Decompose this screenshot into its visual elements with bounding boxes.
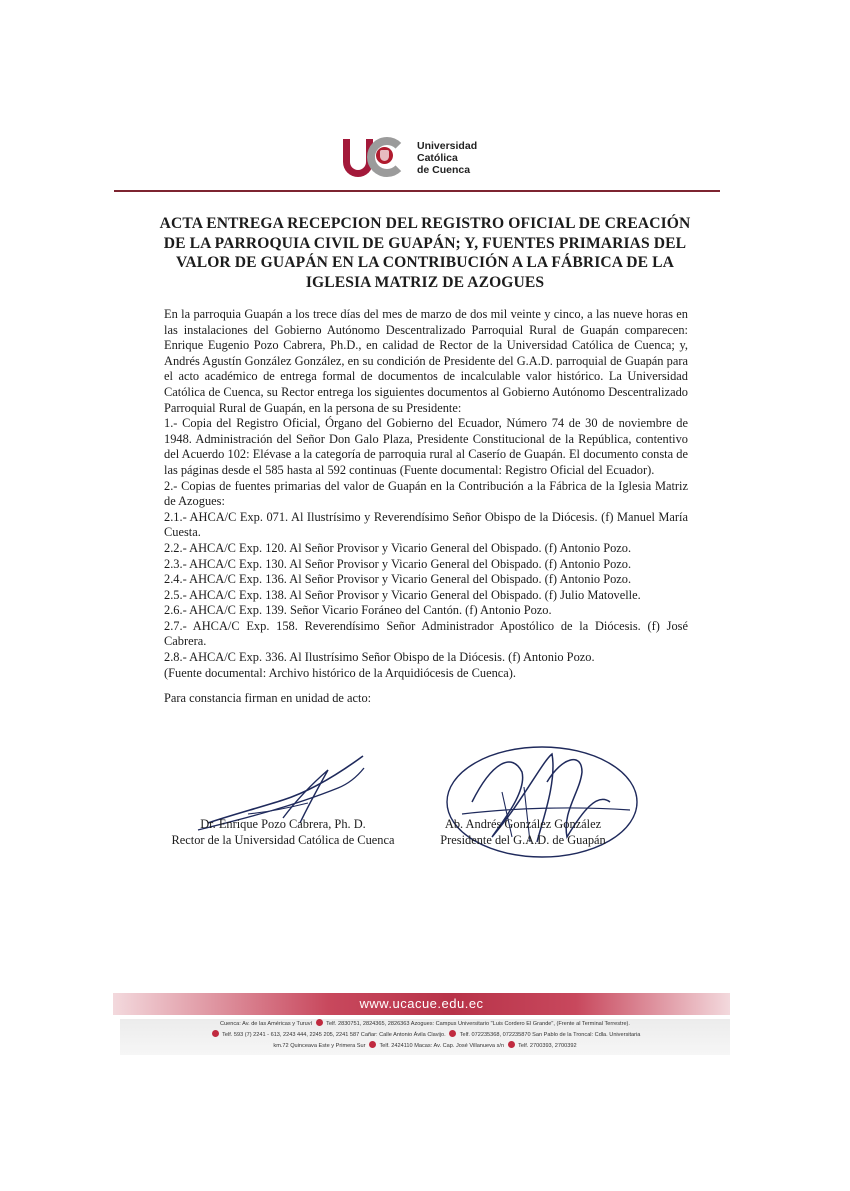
logo-line-1: Universidad [417, 140, 478, 152]
footer-text: Telf. 2830751, 2824365, 2826363 Azogues: Campus Universitario "Luis Cordero El Grande", (Frente al Terminal Terrestre). [326, 1021, 630, 1027]
sub-list-item: 2.5.- AHCA/C Exp. 138. Al Señor Provisor y Vicario General del Obispado. (f) Julio Matovelle. [164, 587, 641, 602]
header-divider [114, 190, 720, 192]
intro-paragraph: En la parroquia Guapán a los trece días del mes de marzo de dos mil veinte y cinco, a las nueve horas en las instalaciones del Gobierno Autónomo Descentralizado Parroquial Rural de Guapán comparecen: Enrique Eugenio Pozo Cabrera, Ph.D., en calidad de Rector de la Universidad Católica de Cuenca; y, Andrés Agustín González González, en su condición de Presidente del G.A.D. parroquial de Guapán para el acto académico de entrega formal de documentos de incalculable valor histórico. La Universidad Católica de Cuenca, su Rector entrega los siguientes documentos al Gobierno Autónomo Descentralizado Parroquial Rural de Guapán, en la persona de su Presidente: [164, 307, 688, 415]
signer-name: Ab. Andrés González González [444, 817, 602, 831]
university-logo-icon [343, 135, 407, 181]
logo-line-3: de Cuenca [417, 164, 471, 176]
document-body [164, 307, 688, 707]
sub-list-item: 2.2.- AHCA/C Exp. 120. Al Señor Provisor y Vicario General del Obispado. (f) Antonio Pozo. [164, 540, 632, 555]
footer-text: Telf. 2700393, 2700392 [518, 1043, 577, 1049]
signer-role: Rector de la Universidad Católica de Cuenca [171, 833, 395, 847]
footer-contact-info [120, 1019, 730, 1055]
sub-list-item: 2.3.- AHCA/C Exp. 130. Al Señor Provisor y Vicario General del Obispado. (f) Antonio Pozo. [164, 556, 632, 571]
footer-text: Cuenca: Av. de las Américas y Turuví [220, 1021, 313, 1027]
president-signature-block [433, 816, 613, 848]
phone-icon [369, 1041, 376, 1048]
university-logo [343, 134, 477, 182]
president-signature [432, 742, 642, 872]
signer-name: Dr. Enrique Pozo Cabrera, Ph. D. [200, 817, 366, 831]
sub-list-item: 2.7.- AHCA/C Exp. 158. Reverendísimo Señor Administrador Apostólico de la Diócesis. (f) José Cabrera. [164, 618, 688, 649]
list-item: 2.- Copias de fuentes primarias del valor de Guapán en la Contribución a la Fábrica de la Iglesia Matriz de Azogues: [164, 478, 688, 509]
sub-list-item: 2.4.- AHCA/C Exp. 136. Al Señor Provisor y Vicario General del Obispado. (f) Antonio Pozo. [164, 572, 632, 587]
sub-list-item: 2.1.- AHCA/C Exp. 071. Al Ilustrísimo y Reverendísimo Señor Obispo de la Diócesis. (f) Manuel María Cuesta. [164, 509, 688, 540]
phone-icon [212, 1030, 219, 1037]
phone-icon [316, 1019, 323, 1026]
footer-text: km.72 Quinceava Este y Primera Sur [273, 1043, 366, 1049]
source-note: (Fuente documental: Archivo histórico de la Arquidiócesis de Cuenca). [164, 665, 517, 680]
phone-icon [449, 1030, 456, 1037]
footer-text: Telf. 2424110 Macas: Av. Cap. José Villanueva s/n [379, 1043, 505, 1049]
signer-role: Presidente del G.A.D. de Guapán [440, 833, 606, 847]
rector-signature-block [164, 816, 402, 848]
footer-text: Telf. 072235368, 072235870 San Pablo de la Troncal: Cdla. Universitaria [459, 1032, 641, 1038]
footer-url: www.ucacue.edu.ec [359, 996, 484, 1011]
phone-icon [508, 1041, 515, 1048]
sub-list-item: 2.6.- AHCA/C Exp. 139. Señor Vicario Foráneo del Cantón. (f) Antonio Pozo. [164, 603, 552, 618]
logo-line-2: Católica [417, 152, 458, 164]
footer-text: Telf. 593 (7) 2241 - 613, 2243 444, 2245 205, 2241 587 Cañar: Calle Antonio Ávila Clavijo. [222, 1032, 446, 1038]
sub-list-item: 2.8.- AHCA/C Exp. 336. Al Ilustrísimo Señor Obispo de la Diócesis. (f) Antonio Pozo. [164, 650, 595, 665]
logo-text [417, 140, 477, 176]
document-title: ACTA ENTREGA RECEPCION DEL REGISTRO OFICIAL DE CREACIÓN DE LA PARROQUIA CIVIL DE GUAPÁN; Y, FUENTES PRIMARIAS DEL VALOR DE GUAPÁN EN LA CONTRIBUCIÓN A LA FÁBRICA DE LA IGLESIA MATRIZ DE AZOGUES [159, 215, 691, 291]
closing-line: Para constancia firman en unidad de acto: [164, 691, 372, 706]
list-item: 1.- Copia del Registro Oficial, Órgano del Gobierno del Ecuador, Número 74 de 30 de noviembre de 1948. Administración del Señor Don Galo Plaza, Presidente Constitucional de la República, contentivo del Acuerdo 102: Elévase a la categoría de parroquia rural al Caserío de Guapán. El documento consta de las páginas desde el 585 hasta al 592 continuas (Fuente documental: Registro Oficial del Ecuador). [164, 416, 688, 477]
